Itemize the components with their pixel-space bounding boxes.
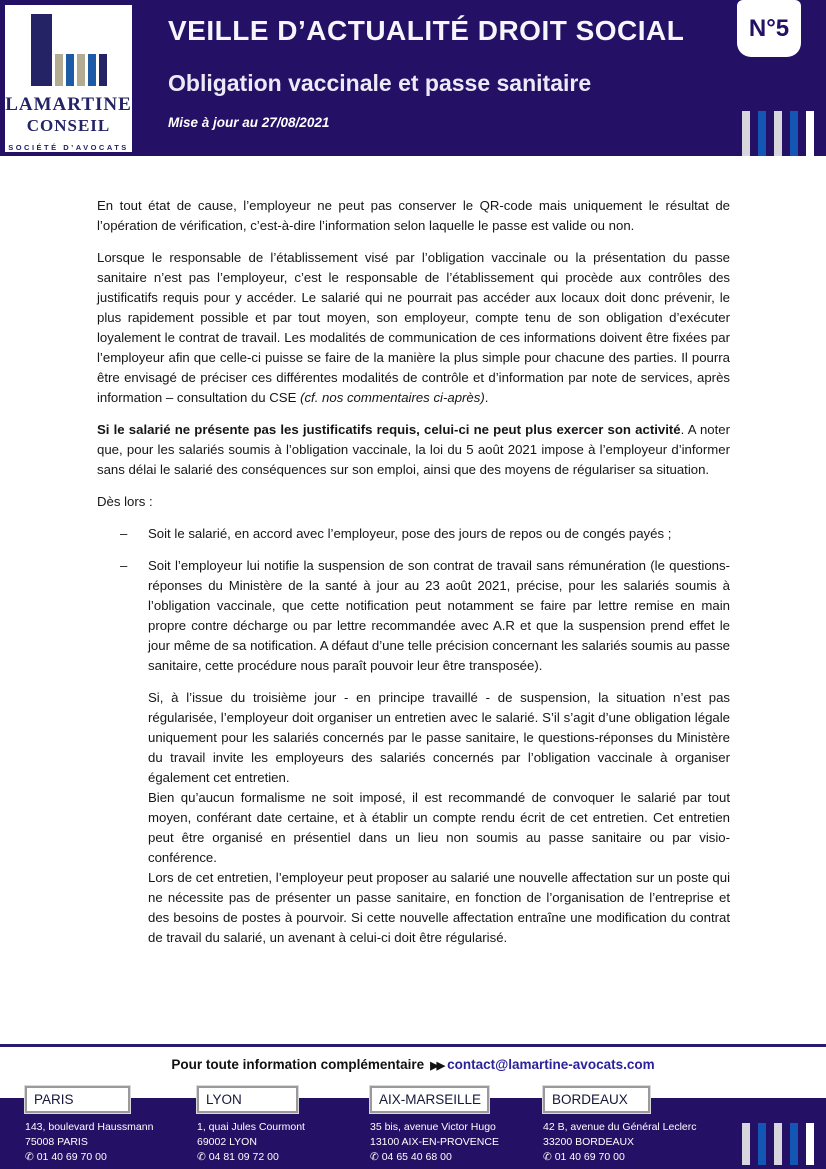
- office-phone: ✆ 01 40 69 70 00: [543, 1150, 697, 1165]
- decorative-stripe: [806, 1123, 814, 1165]
- paragraph: [97, 196, 730, 236]
- text-run: (cf. nos commentaires ci-après): [300, 390, 485, 405]
- decorative-stripe: [774, 111, 782, 156]
- address-line: 143, boulevard Haussmann: [25, 1121, 154, 1133]
- bullet-item: [97, 524, 730, 544]
- page-subtitle: Obligation vaccinale et passe sanitaire: [168, 70, 592, 96]
- address-line: 35 bis, avenue Victor Hugo: [370, 1121, 496, 1133]
- logo-small-bar: [99, 54, 107, 86]
- office-phone: ✆ 04 81 09 72 00: [197, 1150, 305, 1165]
- issue-badge: N°5: [737, 0, 801, 57]
- header-text: [168, 0, 706, 130]
- address-line: 42 B, avenue du Général Leclerc: [543, 1121, 697, 1133]
- text-run: . A noter que, pour les salariés soumis à l’obligation vaccinale, la loi du 5 août 2021 impose à l’employeur d’informer sans délai le salarié des conséquences sur son emploi, ainsi que des moyens de régulariser sa situation.: [97, 422, 731, 477]
- paragraph: [148, 868, 730, 948]
- paragraph: [97, 248, 730, 408]
- office-city-box: AIX-MARSEILLE: [370, 1086, 489, 1113]
- decorative-stripe: [790, 1123, 798, 1165]
- logo-small-bar: [77, 54, 85, 86]
- decorative-stripe: [790, 111, 798, 156]
- address-line: 69002 LYON: [197, 1136, 257, 1148]
- logo-small-bar: [88, 54, 96, 86]
- text-run: .: [484, 390, 489, 405]
- office-city-box: LYON: [197, 1086, 298, 1113]
- text-run: Si le salarié ne présente pas les justificatifs requis, celui-ci ne peut plus exercer son activité: [97, 422, 681, 437]
- page-title: VEILLE D’ACTUALITÉ DROIT SOCIAL: [168, 15, 685, 46]
- lamartine-logo: [5, 5, 132, 152]
- logo-small-bar: [66, 54, 74, 86]
- contact-label: Pour toute information complémentaire: [171, 1057, 425, 1072]
- office-address: [370, 1120, 499, 1165]
- header-band: [0, 0, 826, 156]
- contact-email-link[interactable]: contact@lamartine-avocats.com: [447, 1057, 655, 1072]
- address-line: 33200 BORDEAUX: [543, 1136, 635, 1148]
- decorative-stripe: [774, 1123, 782, 1165]
- logo-main-bar: [31, 14, 52, 86]
- office-address: [197, 1120, 305, 1165]
- logo-name-line1: LAMARTINE: [5, 94, 132, 115]
- logo-name-line2: CONSEIL: [26, 116, 111, 135]
- document-body: [97, 196, 730, 948]
- paragraph: [97, 492, 730, 512]
- text-run: Bien qu’aucun formalisme ne soit imposé, il est recommandé de convoquer le salarié par tout moyen, conférant date certaine, et à établir un compte rendu écrit de cet entretien. Cet entretien peut être organisé en présentiel dans un lieu non soumis au passe sanitaire ou par visio-conférence.: [148, 790, 730, 865]
- decorative-stripe: [758, 111, 766, 156]
- office-phone: ✆ 01 40 69 70 00: [25, 1150, 153, 1165]
- logo-tagline: SOCIÉTÉ D’AVOCATS: [8, 143, 129, 152]
- text-run: En tout état de cause, l’employeur ne peut pas conserver le QR-code mais uniquement le résultat de l’opération de vérification, c’est-à-dire l’information selon laquelle le passe est valide ou non.: [97, 198, 730, 233]
- address-line: 1, quai Jules Courmont: [197, 1121, 305, 1133]
- updated-date: Mise à jour au 27/08/2021: [168, 115, 330, 130]
- footer-decorative-bars-icon: [742, 1123, 814, 1165]
- decorative-stripe: [742, 111, 750, 156]
- office-address: [543, 1120, 697, 1165]
- text-run: Soit l’employeur lui notifie la suspension de son contrat de travail sans rémunération (le questions-réponses du Ministère de la santé à jour au 23 août 2021, précise, pour les salariés soumis à l’obligation vaccinale, que cette notification peut notamment se faire par lettre remise en main propre contre décharge ou par lettre recommandée avec A.R et que la suspension prend effet le jour même de sa notification. A défaut d’une telle précision concernant les salariés soumis au passe sanitaire, cette procédure nous paraît pouvoir leur être transposée).: [148, 558, 730, 673]
- paragraph: [148, 788, 730, 868]
- address-line: 75008 PARIS: [25, 1136, 88, 1148]
- office-city-box: BORDEAUX: [543, 1086, 650, 1113]
- office-city-box: PARIS: [25, 1086, 130, 1113]
- footer-divider: [0, 1044, 826, 1047]
- text-run: Lorsque le responsable de l’établissement visé par l’obligation vaccinale ou la présentation du passe sanitaire n’est pas l’employeur, c’est le responsable de l’établissement qui procède aux contrôles des justificatifs requis pour y accéder. Le salarié qui ne pourrait pas accéder aux locaux doit donc prévenir, le plus rapidement possible et par tout moyen, son employeur, compte tenu de son obligation d’exécuter loyalement le contrat de travail. Les modalités de communication de ces informations doivent être fixées par l’employeur afin que celle-ci puisse se faire de la manière la plus simple pour chacune des parties. Il pourra être envisagé de préciser ces différentes modalités de contrôle et d’information par note de services, après information – consultation du CSE: [97, 250, 730, 405]
- text-run: Si, à l’issue du troisième jour - en principe travaillé - de suspension, la situation n’est pas régularisée, l’employeur doit organiser un entretien avec le salarié. S’il s’agit d’une obligation légale uniquement pour les salariés concernés par le passe sanitaire, le questions-réponses du Ministère du travail invite les employeurs des salariés concernés par l’obligation vaccinale à organiser également cet entretien.: [148, 690, 730, 785]
- contact-line: [0, 1057, 826, 1072]
- decorative-stripe: [758, 1123, 766, 1165]
- decorative-stripe: [806, 111, 814, 156]
- logo-small-bar: [55, 54, 63, 86]
- text-run: Dès lors :: [97, 494, 153, 509]
- bullet-item: [97, 556, 730, 676]
- office-phone: ✆ 04 65 40 68 00: [370, 1150, 499, 1165]
- address-line: 13100 AIX-EN-PROVENCE: [370, 1136, 499, 1148]
- decorative-stripe: [742, 1123, 750, 1165]
- paragraph: [148, 688, 730, 788]
- text-run: Lors de cet entretien, l’employeur peut proposer au salarié une nouvelle affectation sur un poste qui ne nécessite pas de présenter un passe sanitaire, en fonction de l’organisation de l’entreprise et des besoins de postes à pourvoir. Si cette nouvelle affectation entraîne une modification du contrat de travail du salarié, un avenant à celui-ci doit être régularisé.: [148, 870, 730, 945]
- text-run: Soit le salarié, en accord avec l’employeur, pose des jours de repos ou de congés payés ;: [148, 526, 672, 541]
- office-address: [25, 1120, 153, 1165]
- fast-forward-icon: [430, 1059, 443, 1072]
- paragraph: [97, 420, 730, 480]
- header-decorative-bars-icon: [742, 111, 814, 156]
- logo-bars-icon: [5, 10, 132, 86]
